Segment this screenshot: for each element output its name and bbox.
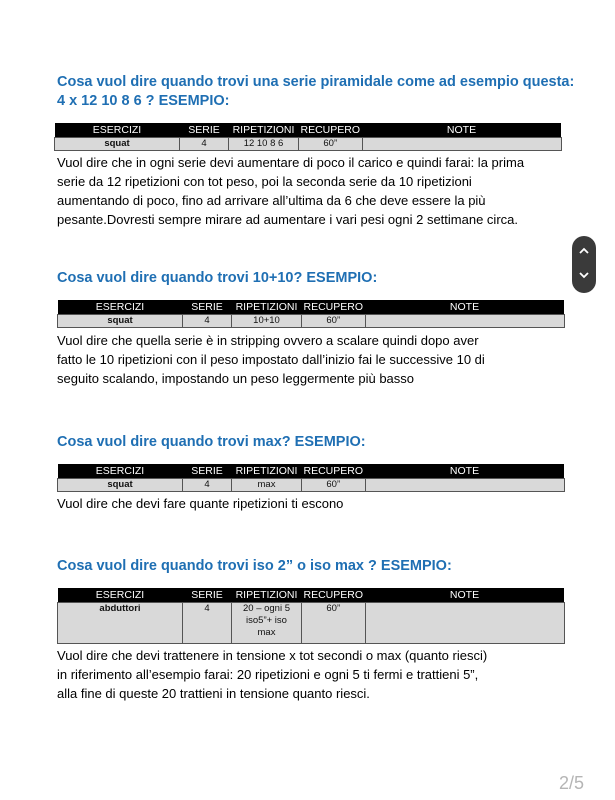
workout-table-4 xyxy=(57,588,565,644)
explanation-line: pesante.Dovresti sempre mirare ad aumentare i vari pesi ogni 2 settimane circa. xyxy=(57,212,518,227)
explanation-line: Vuol dire che in ogni serie devi aumentare di poco il carico e quindi farai: la prima xyxy=(57,155,525,170)
reps-line: iso5”+ iso xyxy=(246,615,287,626)
header-exercises: ESERCIZI xyxy=(58,300,183,315)
header-reps: RIPETIZIONI xyxy=(232,300,302,315)
header-exercises: ESERCIZI xyxy=(58,588,183,603)
reps-line: max xyxy=(257,627,276,638)
cell-reps: max xyxy=(232,479,302,492)
cell-sets: 4 xyxy=(183,315,232,328)
explanation-2 xyxy=(57,331,485,388)
header-reps: RIPETIZIONI xyxy=(232,464,302,479)
header-rest: RECUPERO xyxy=(303,589,364,601)
cell-rest: 60” xyxy=(302,479,366,492)
workout-table-1 xyxy=(54,123,562,151)
cell-rest: 60” xyxy=(302,603,366,644)
table-row xyxy=(58,603,565,644)
explanation-line: seguito scalando, impostando un peso leggermente più basso xyxy=(57,371,415,386)
explanation-line: alla fine di queste 20 trattieni in tensione quanto riesci. xyxy=(57,686,370,701)
explanation-3 xyxy=(57,494,343,513)
cell-notes xyxy=(365,315,564,328)
header-sets: SERIE xyxy=(183,300,232,315)
table-row xyxy=(58,315,565,328)
header-notes: NOTE xyxy=(365,464,564,479)
cell-rest: 60” xyxy=(302,315,366,328)
header-notes: NOTE xyxy=(365,588,564,603)
page-indicator: 2/5 xyxy=(559,773,585,793)
header-notes: NOTE xyxy=(362,123,561,138)
cell-exercise: abduttori xyxy=(58,603,183,644)
question-1-line-1: Cosa vuol dire quando trovi una serie piramidale come ad esempio questa: xyxy=(57,74,575,90)
question-2: Cosa vuol dire quando trovi 10+10? ESEMPIO: xyxy=(57,270,378,286)
question-1-line-2: 4 x 12 10 8 6 ? ESEMPIO: xyxy=(57,93,230,109)
explanation-4 xyxy=(57,646,487,703)
cell-reps: 10+10 xyxy=(232,315,302,328)
header-rest: RECUPERO xyxy=(300,124,361,136)
explanation-line: Vuol dire che devi fare quante ripetizioni ti escono xyxy=(57,496,344,511)
cell-reps: 12 10 8 6 xyxy=(229,138,299,151)
cell-exercise: squat xyxy=(58,315,183,328)
header-sets: SERIE xyxy=(183,464,232,479)
explanation-line: Vuol dire che quella serie è in stripping ovvero a scalare quindi dopo aver xyxy=(57,333,479,348)
question-3: Cosa vuol dire quando trovi max? ESEMPIO: xyxy=(57,434,366,450)
cell-exercise: squat xyxy=(58,479,183,492)
explanation-1 xyxy=(57,153,524,229)
cell-notes xyxy=(365,479,564,492)
explanation-line: serie da 12 ripetizioni con tot peso, poi la seconda serie da 10 ripetizioni xyxy=(57,174,472,189)
explanation-line: in riferimento all’esempio farai: 20 ripetizioni e ogni 5 ti fermi e trattieni 5”, xyxy=(57,667,479,682)
cell-reps xyxy=(232,603,302,644)
workout-table-3 xyxy=(57,464,565,492)
chevron-down-icon[interactable] xyxy=(578,269,590,281)
cell-sets: 4 xyxy=(183,603,232,644)
cell-exercise: squat xyxy=(55,138,180,151)
explanation-line: fatto le 10 ripetizioni con il peso impostato dall’inizio fai le successive 10 di xyxy=(57,352,485,367)
workout-table-2 xyxy=(57,300,565,328)
table-row xyxy=(55,138,562,151)
chevron-up-icon[interactable] xyxy=(578,245,590,257)
scroll-control xyxy=(572,236,596,293)
header-reps: RIPETIZIONI xyxy=(232,588,302,603)
header-sets: SERIE xyxy=(180,123,229,138)
cell-sets: 4 xyxy=(183,479,232,492)
header-rest: RECUPERO xyxy=(303,301,364,313)
header-exercises: ESERCIZI xyxy=(55,123,180,138)
header-rest: RECUPERO xyxy=(303,465,364,477)
header-sets: SERIE xyxy=(183,588,232,603)
header-notes: NOTE xyxy=(365,300,564,315)
reps-line: 20 – ogni 5 xyxy=(242,603,290,614)
cell-notes xyxy=(365,603,564,644)
question-4: Cosa vuol dire quando trovi iso 2” o iso max ? ESEMPIO: xyxy=(57,558,452,574)
cell-sets: 4 xyxy=(180,138,229,151)
header-exercises: ESERCIZI xyxy=(58,464,183,479)
cell-rest: 60” xyxy=(299,138,363,151)
header-reps: RIPETIZIONI xyxy=(229,123,299,138)
explanation-line: Vuol dire che devi trattenere in tensione x tot secondi o max (quanto riesci) xyxy=(57,648,488,663)
table-row xyxy=(58,479,565,492)
explanation-line: aumentando di poco, fino ad arrivare all’ultima da 6 che deve essere la più xyxy=(57,193,486,208)
cell-notes xyxy=(362,138,561,151)
